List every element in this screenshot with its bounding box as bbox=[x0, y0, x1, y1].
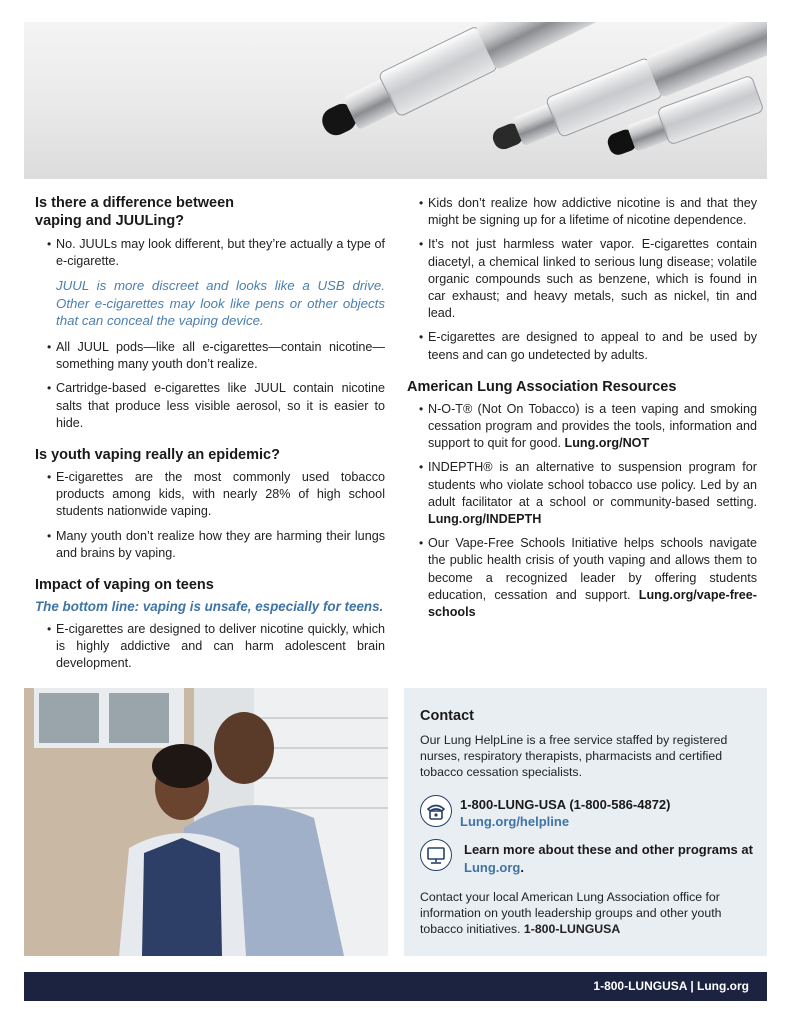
link-lung-org[interactable]: Lung.org bbox=[464, 859, 521, 875]
learn-more-period: . bbox=[520, 859, 524, 875]
resource-indepth-text: INDEPTH® is an alternative to suspension program for students who violate school tobacco use policy. Led by an adult facilitator at a school or community-based setting. bbox=[428, 460, 757, 509]
bullet-deliver-nicotine: • E-cigarettes are designed to deliver nicotine quickly, which is highly addictive and can harm adolescent brain development. bbox=[35, 621, 385, 673]
helpline-row bbox=[420, 797, 753, 831]
contact-local-phone[interactable]: 1-800-LUNGUSA bbox=[523, 922, 621, 937]
contact-box bbox=[404, 688, 767, 956]
contact-heading: Contact bbox=[420, 708, 474, 724]
bullet-juul-pods-nicotine: • All JUUL pods—like all e-cigarettes—contain nicotine—something many youth don’t realize. bbox=[35, 339, 385, 373]
bullet-harming-lungs: • Many youth don’t realize how they are harming their lungs and brains by vaping. bbox=[35, 528, 385, 562]
bullet-most-common: • E-cigarettes are the most commonly used tobacco products among kids, with nearly 28% of high school students nationwide vaping. bbox=[35, 469, 385, 521]
resource-not-text: N-O-T® (Not On Tobacco) is a teen vaping and smoking cessation program and provides the tools, information and support to quit for good. bbox=[428, 401, 757, 451]
photo-father-and-son bbox=[24, 688, 388, 956]
contact-intro: Our Lung HelpLine is a free service staffed by registered nurses, respiratory therapists, pharmacists and certified tobacco cessation specialists. bbox=[420, 733, 728, 780]
heading-difference: Is there a difference between vaping and JUULing? bbox=[35, 195, 235, 229]
link-vape-free-schools[interactable]: Lung.org/vape-free-schools bbox=[428, 587, 758, 620]
link-lung-org-not[interactable]: Lung.org/NOT bbox=[564, 436, 650, 451]
phone-icon bbox=[420, 795, 452, 827]
resource-vape-free-schools bbox=[407, 535, 757, 621]
computer-icon bbox=[420, 839, 452, 871]
footer-text[interactable]: 1-800-LUNGUSA | Lung.org bbox=[593, 979, 749, 993]
bullet-addictive: • Kids don’t realize how addictive nicotine is and that they might be signing up for a lifetime of nicotine dependence. bbox=[407, 195, 757, 229]
learn-more-text: Learn more about these and other programs at bbox=[464, 841, 753, 857]
link-lung-org-helpline[interactable]: Lung.org/helpline bbox=[460, 813, 570, 829]
right-column bbox=[407, 195, 757, 621]
learn-more-row bbox=[420, 841, 753, 877]
father-son-illustration bbox=[24, 688, 388, 956]
resource-indepth-program bbox=[407, 459, 757, 528]
heading-impact: Impact of vaping on teens bbox=[35, 576, 214, 593]
contact-local-text: Contact your local American Lung Association office for information on youth leadership groups and other youth tobacco initiatives. bbox=[420, 889, 722, 937]
callout-juul-discreet: JUUL is more discreet and looks like a USB drive. Other e-cigarettes may look like pens or other objects that can conceal the vaping device. bbox=[56, 278, 385, 329]
heading-epidemic: Is youth vaping really an epidemic? bbox=[35, 446, 280, 463]
bullet-not-water-vapor: • It’s not just harmless water vapor. E-cigarettes contain diacetyl, a chemical linked to serious lung disease; volatile organic compounds such as benzene, which is found in car exhaust; and heavy metals, such as nickel, tin and lead. bbox=[407, 236, 757, 322]
helpline-phone[interactable]: 1-800-LUNG-USA (1-800-586-4872) bbox=[460, 796, 671, 812]
bullet-nicotine-salts: • Cartridge-based e-cigarettes like JUUL contain nicotine salts that produce less visible aerosol, so it is easier to hide. bbox=[35, 380, 385, 432]
resource-vape-free-text: Our Vape-Free Schools Initiative helps schools navigate the public health crisis of youth vaping and allows them to become a recognized leader by offering students education, cessation and support. bbox=[428, 536, 757, 602]
bullet-appeal-teens: • E-cigarettes are designed to appeal to and be used by teens and can go undetected by adults. bbox=[407, 329, 757, 363]
bottom-line: The bottom line: vaping is unsafe, especially for teens. bbox=[35, 598, 384, 614]
left-column bbox=[35, 194, 385, 673]
link-lung-org-indepth[interactable]: Lung.org/INDEPTH bbox=[428, 512, 542, 527]
hero-image-e-cigarettes bbox=[24, 22, 767, 179]
footer-bar bbox=[24, 972, 767, 1001]
e-cigarettes-illustration bbox=[24, 22, 767, 179]
contact-local-office bbox=[420, 889, 753, 938]
bullet-juul-type: • No. JUULs may look different, but they’re actually a type of e-cigarette. bbox=[35, 236, 385, 270]
resource-not-program bbox=[407, 401, 757, 453]
heading-resources: American Lung Association Resources bbox=[407, 378, 677, 395]
